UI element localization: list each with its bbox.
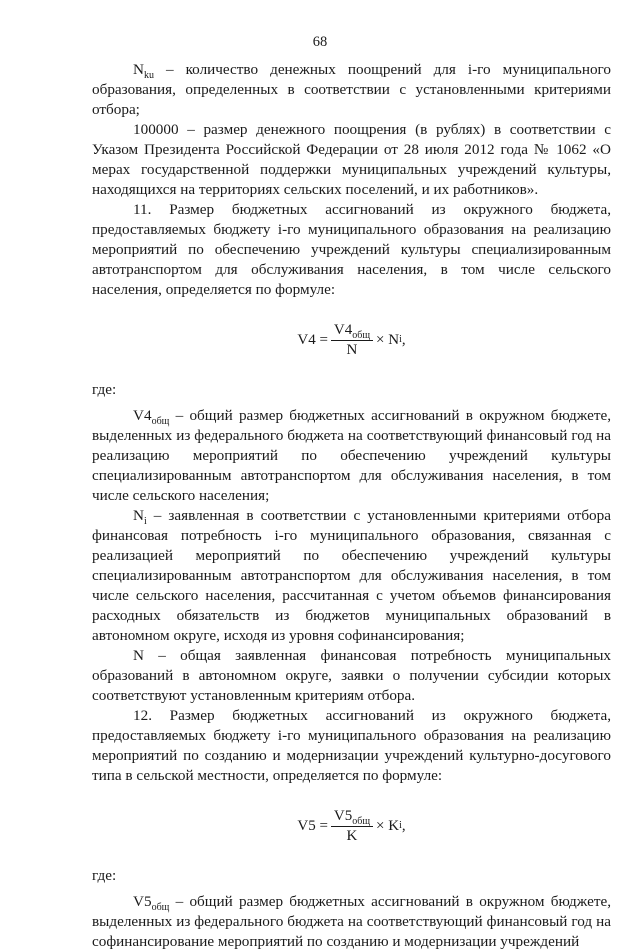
- formula-v4-lhs: V4 =: [297, 332, 328, 348]
- formula-v4-num-sub: общ: [352, 329, 371, 341]
- v4-text: – общий размер бюджетных ассигнований в окружном бюджете, выделенных из федерального бюджета на соответствующий финансовый год на реализацию мероприятий по обеспечению учреждений культуры специализированным автотранспортом для обслуживания населения, в том числе сельского населения;: [92, 407, 611, 504]
- formula-v5-denominator: K: [346, 827, 358, 844]
- v5-symbol: V5: [133, 893, 152, 910]
- v5-text: – общий размер бюджетных ассигнований в окружном бюджете, выделенных из федерального бюджета на соответствующий финансовый год на софинансирование мероприятий по созданию и модернизации учреждений: [92, 893, 611, 950]
- nku-text: – количество денежных поощрений для i-го муниципального образования, определенных в соответствии с установленными критериями отбора;: [92, 61, 611, 118]
- nku-symbol: N: [133, 61, 144, 78]
- formula-v5-rhs: × K: [376, 818, 400, 834]
- formula-v5-tail: ,: [401, 818, 406, 834]
- ni-subscript: i: [143, 516, 147, 528]
- formula-v4-tail: ,: [401, 332, 406, 348]
- v4-subscript: общ: [151, 416, 170, 428]
- nku-subscript: ku: [143, 70, 154, 82]
- ni-definition: [92, 506, 611, 646]
- page-number: 68: [312, 34, 328, 50]
- formula-v4-denominator: N: [346, 341, 358, 358]
- formula-v4-fraction: [331, 322, 373, 359]
- paragraph-100000: 100000 – размер денежного поощрения (в рублях) в соответствии с Указом Президента Российской Федерации от 28 июля 2012 года № 1062 «О мерах государственной поддержки муниципальных учреждений культуры, находящихся на территориях сельских поселений, и их работников».: [92, 121, 611, 198]
- v5-definition: [92, 892, 611, 952]
- formula-v5-lhs: V5 =: [297, 818, 328, 834]
- v5-subscript: общ: [151, 902, 170, 914]
- formula-v5-fraction: [331, 808, 373, 845]
- paragraph-12: 12. Размер бюджетных ассигнований из окружного бюджета, предоставляемых бюджету i-го муниципального образования на реализацию мероприятий по созданию и модернизации учреждений культурно-досугового типа в сельской местности, определяется по формуле:: [92, 707, 611, 784]
- formula-v5-num-sym: V5: [333, 807, 353, 824]
- formula-v4-num-sym: V4: [333, 321, 353, 338]
- where-label-2: где:: [92, 867, 117, 884]
- formula-v5-numerator: [331, 808, 373, 827]
- paragraph-11: 11. Размер бюджетных ассигнований из окружного бюджета, предоставляемых бюджету i-го муниципального образования на реализацию мероприятий по обеспечению учреждений культуры специализированным автотранспортом для обслуживания населения, в том числе сельского населения, определяется по формуле:: [92, 201, 611, 298]
- ni-symbol: N: [133, 507, 144, 524]
- formula-v5-num-sub: общ: [352, 815, 371, 827]
- ni-text: – заявленная в соответствии с установленными критериями отбора финансовая потребность i-го муниципального образования, связанная с реализацией мероприятий по обеспечению учреждений культуры специализированным автотранспортом для обслуживания населения, в том числе сельского населения, рассчитанная с учетом объемов финансирования расходных обязательств из бюджетов муниципальных образований в автономном округе, исходя из уровня софинансирования;: [92, 507, 611, 644]
- document-body: [92, 60, 611, 952]
- nku-definition: [92, 60, 611, 120]
- formula-v5: V5 = $\frac{V5_{общ}}{K}$ × K i ,: [297, 807, 406, 844]
- v4-symbol: V4: [133, 407, 152, 424]
- formula-v4: V4 = $\frac{V4_{общ}}{N}$ × N i ,: [297, 321, 406, 358]
- formula-v4-numerator: [331, 322, 373, 341]
- n-definition: N – общая заявленная финансовая потребность муниципальных образований в автономном округе, заявки о получении субсидии которых соответствуют установленным критериям отбора.: [92, 647, 611, 704]
- v4-definition: [92, 406, 611, 506]
- formula-v4-rhs: × N: [376, 332, 400, 348]
- where-label-1: где:: [92, 381, 117, 398]
